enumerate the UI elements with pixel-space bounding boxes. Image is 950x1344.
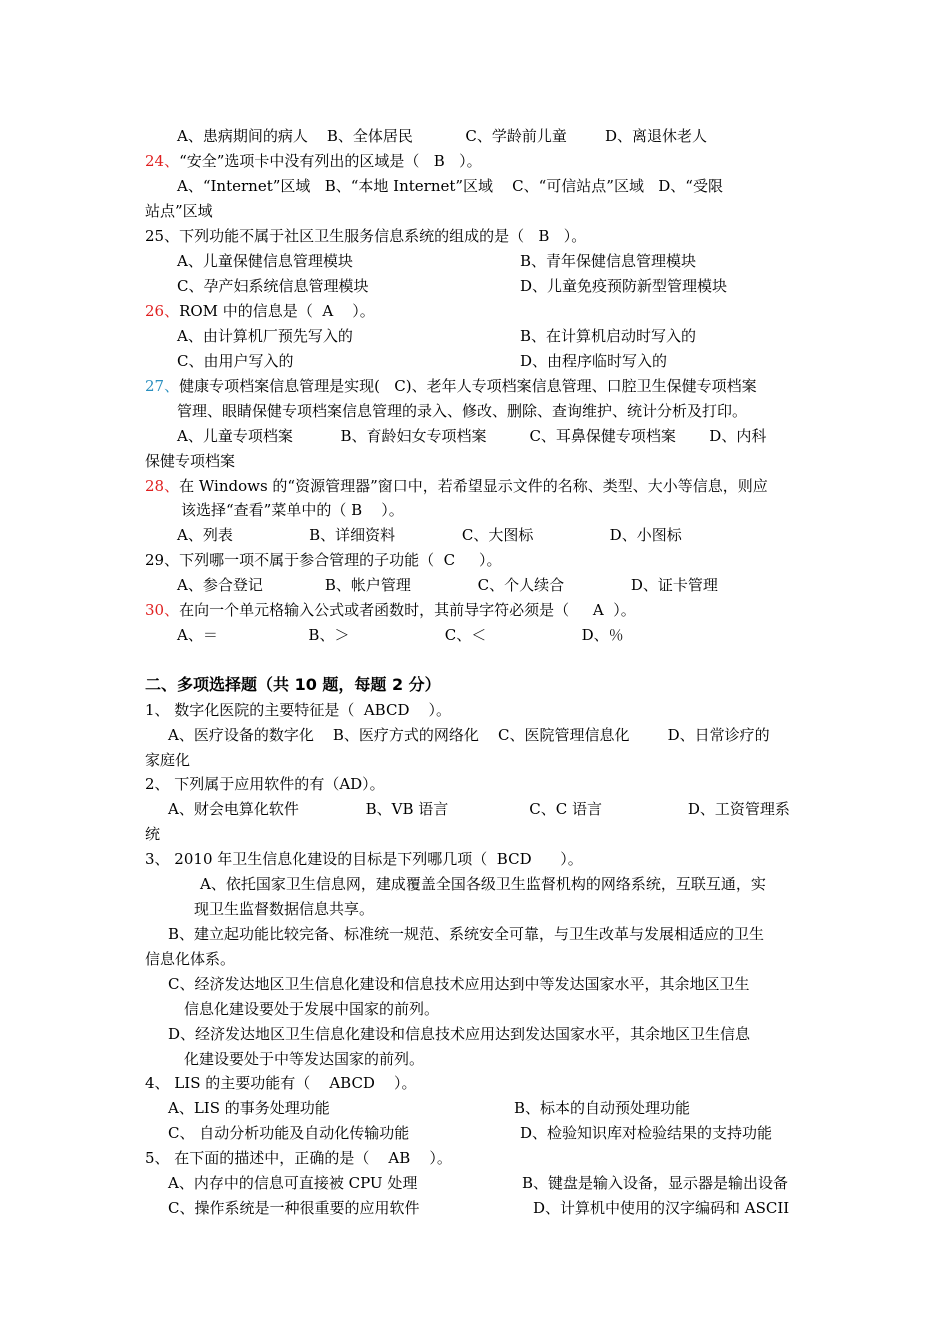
m5-option-b: B、键盘是输入设备，显示器是输出设备 <box>522 1174 789 1192</box>
m3-option-a-cont: 现卫生监督数据信息共享。 <box>194 900 375 918</box>
q23-options: A、患病期间的病人 B、全体居民 C、学龄前儿童 D、离退休老人 <box>177 127 708 145</box>
q30-text: 在向一个单元格输入公式或者函数时，其前导字符必须是（ A ）。 <box>179 601 636 619</box>
section-heading-multiple-choice: 二、多项选择题（共 10 题，每题 2 分） <box>145 675 441 694</box>
q26-option-b: B、在计算机启动时写入的 <box>520 327 697 345</box>
q25-option-d: D、儿童免疫预防新型管理模块 <box>520 277 728 295</box>
m2-question: 2、 下列属于应用软件的有（AD）。 <box>145 775 385 793</box>
q24-number: 24、 <box>145 152 180 170</box>
m4-option-b: B、标本的自动预处理功能 <box>514 1099 691 1117</box>
m1-options-cont: 家庭化 <box>145 751 191 769</box>
q25-option-b: B、青年保健信息管理模块 <box>520 252 697 270</box>
q28-number: 28、 <box>145 477 180 495</box>
q24-options: A、“Internet”区域 B、“本地 Internet”区域 C、“可信站点”区域 D、“受限 <box>177 177 723 195</box>
q26-option-c: C、由用户写入的 <box>177 352 294 370</box>
m3-option-c-cont: 信息化建设要处于发展中国家的前列。 <box>184 1000 440 1018</box>
m3-question: 3、 2010 年卫生信息化建设的目标是下列哪几项（ BCD ）。 <box>145 850 583 868</box>
m3-option-b-cont: 信息化体系。 <box>145 950 236 968</box>
m2-options: A、财会电算化软件 B、VB 语言 C、C 语言 D、工资管理系 <box>168 800 790 818</box>
m3-option-a: A、依托国家卫生信息网，建成覆盖全国各级卫生监督机构的网络系统，互联互通，实 <box>200 875 766 893</box>
m1-options: A、医疗设备的数字化 B、医疗方式的网络化 C、医院管理信息化 D、日常诊疗的 <box>168 726 770 744</box>
q26-question <box>145 301 375 321</box>
m4-option-a: A、LIS 的事务处理功能 <box>168 1099 330 1117</box>
q25-option-a: A、儿童保健信息管理模块 <box>177 252 353 270</box>
q26-number: 26、 <box>145 302 180 320</box>
q27-options-cont: 保健专项档案 <box>145 452 236 470</box>
q27-text: 健康专项档案信息管理是实现( C)、老年人专项档案信息管理、口腔卫生保健专项档案 <box>179 377 757 395</box>
m5-question: 5、 在下面的描述中，正确的是（ AB ）。 <box>145 1149 452 1167</box>
q27-options: A、儿童专项档案 B、育龄妇女专项档案 C、耳鼻保健专项档案 D、内科 <box>177 427 767 445</box>
m1-question: 1、 数字化医院的主要特征是（ ABCD ）。 <box>145 701 452 719</box>
m4-option-d: D、检验知识库对检验结果的支持功能 <box>520 1124 773 1142</box>
m5-option-a: A、内存中的信息可直接被 CPU 处理 <box>168 1174 418 1192</box>
q28-question-cont: 该选择“查看”菜单中的（ B ）。 <box>181 501 404 519</box>
q27-question <box>145 376 757 396</box>
q25-option-c: C、孕产妇系统信息管理模块 <box>177 277 369 295</box>
q29-options: A、参合登记 B、帐户管理 C、个人续合 D、证卡管理 <box>177 576 718 594</box>
m5-option-d: D、计算机中使用的汉字编码和 ASCII <box>533 1199 790 1217</box>
q30-options: A、＝ B、＞ C、＜ D、％ <box>177 626 624 644</box>
m3-option-d-cont: 化建设要处于中等发达国家的前列。 <box>184 1050 425 1068</box>
q27-question-cont: 管理、眼睛保健专项档案信息管理的录入、修改、删除、查询维护、统计分析及打印。 <box>177 402 748 420</box>
q24-question <box>145 151 482 171</box>
q30-number: 30、 <box>145 601 180 619</box>
m3-option-c: C、经济发达地区卫生信息化建设和信息技术应用达到中等发达国家水平，其余地区卫生 <box>168 975 750 993</box>
q27-number: 27、 <box>145 377 180 395</box>
q26-option-d: D、由程序临时写入的 <box>520 352 668 370</box>
q25-question: 25、下列功能不属于社区卫生服务信息系统的组成的是（ B ）。 <box>145 227 587 245</box>
q26-option-a: A、由计算机厂预先写入的 <box>177 327 353 345</box>
q26-text: ROM 中的信息是（ A ）。 <box>179 302 375 320</box>
q28-question <box>145 476 768 496</box>
m3-option-b: B、建立起功能比较完备、标准统一规范、系统安全可靠，与卫生改革与发展相适应的卫生 <box>168 925 765 943</box>
q24-text: “安全”选项卡中没有列出的区域是（ B ）。 <box>179 152 482 170</box>
q28-text: 在 Windows 的“资源管理器”窗口中，若希望显示文件的名称、类型、大小等信息，则应 <box>179 477 768 495</box>
m2-options-cont: 统 <box>145 825 161 843</box>
m4-question: 4、 LIS 的主要功能有（ ABCD ）。 <box>145 1074 417 1092</box>
m3-option-d: D、经济发达地区卫生信息化建设和信息技术应用达到发达国家水平，其余地区卫生信息 <box>168 1025 751 1043</box>
m4-option-c: C、 自动分析功能及自动化传输功能 <box>168 1124 410 1142</box>
q29-question: 29、下列哪一项不属于参合管理的子功能（ C ）。 <box>145 551 502 569</box>
q28-options: A、列表 B、详细资料 C、大图标 D、小图标 <box>177 526 682 544</box>
m5-option-c: C、操作系统是一种很重要的应用软件 <box>168 1199 420 1217</box>
q24-options-cont: 站点”区域 <box>145 202 213 220</box>
q30-question <box>145 600 636 620</box>
